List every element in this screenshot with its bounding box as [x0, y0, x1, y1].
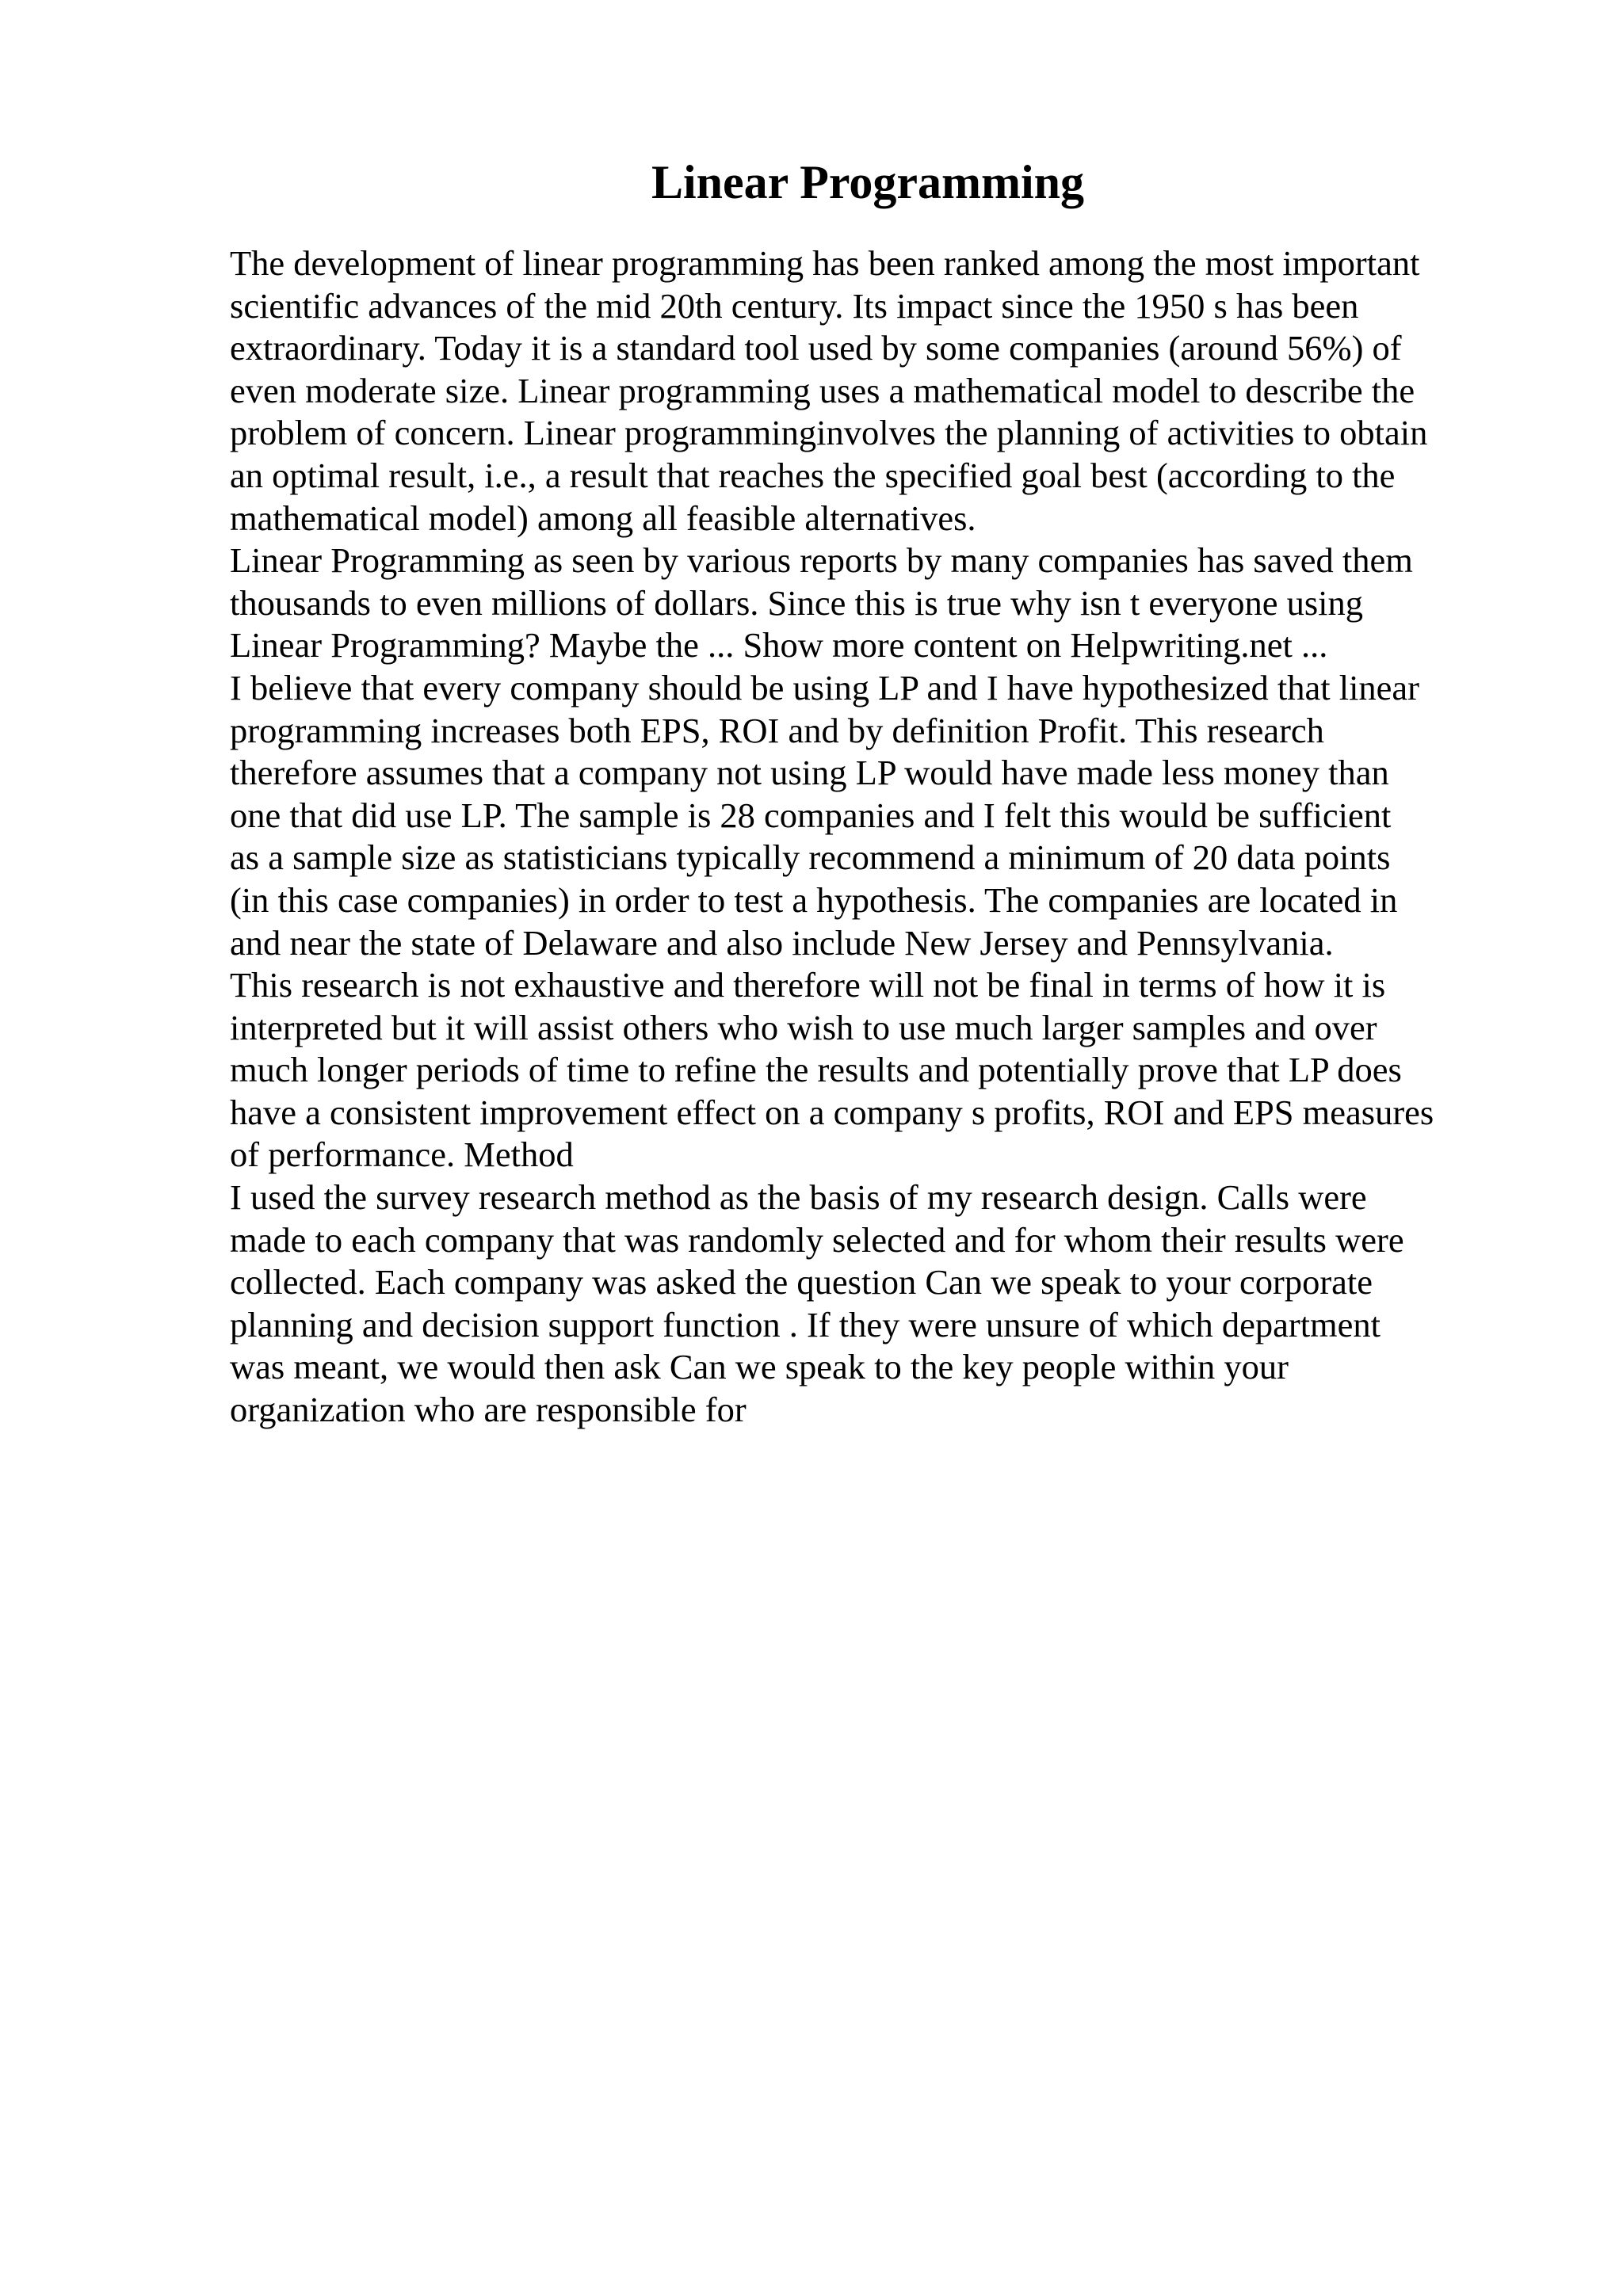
text-line: was meant, we would then ask Can we speak to the key people within your — [230, 1347, 1289, 1387]
text-line: I believe that every company should be using LP and I have hypothesized that linear — [230, 667, 1420, 707]
text-line: much longer periods of time to refine the results and potentially prove that LP does — [230, 1050, 1402, 1090]
text-line: organization who are responsible for — [230, 1390, 747, 1430]
text-line: therefore assumes that a company not using LP would have made less money than — [230, 753, 1389, 793]
text-line: thousands to even millions of dollars. Since this is true why isn t everyone using — [230, 582, 1364, 623]
text-line: This research is not exhaustive and therefore will not be final in terms of how it is — [230, 965, 1386, 1005]
paragraph-introduction — [230, 242, 1514, 540]
text-line: (in this case companies) in order to test a hypothesis. The companies are located in — [230, 879, 1398, 920]
text-line: extraordinary. Today it is a standard tool used by some companies (around 56%) of — [230, 328, 1402, 368]
paragraph-limitations — [230, 964, 1514, 1177]
text-line: made to each company that was randomly selected and for whom their results were — [230, 1219, 1404, 1260]
text-line: scientific advances of the mid 20th century. Its impact since the 1950 s has been — [230, 285, 1359, 326]
paragraph-hypothesis — [230, 667, 1514, 964]
text-line: an optimal result, i.e., a result that reaches the specified goal best (according to the — [230, 455, 1396, 495]
document-body — [230, 242, 1514, 1432]
text-line: have a consistent improvement effect on a company s profits, ROI and EPS measures — [230, 1092, 1434, 1132]
text-line: one that did use LP. The sample is 28 companies and I felt this would be sufficient — [230, 795, 1392, 835]
text-line: mathematical model) among all feasible alternatives. — [230, 498, 976, 538]
text-line: programming increases both EPS, ROI and by definition Profit. This research — [230, 710, 1324, 750]
paragraph-savings — [230, 540, 1514, 667]
document-title: Linear Programming — [651, 156, 1085, 208]
text-line: even moderate size. Linear programming uses a mathematical model to describe the — [230, 370, 1415, 410]
text-line: interpreted but it will assist others who wish to use much larger samples and over — [230, 1007, 1377, 1047]
text-line: of performance. Method — [230, 1135, 574, 1175]
text-line: problem of concern. Linear programminginvolves the planning of activities to obtain — [230, 413, 1428, 453]
text-line: Linear Programming as seen by various reports by many companies has saved them — [230, 540, 1413, 581]
text-line: and near the state of Delaware and also include New Jersey and Pennsylvania. — [230, 922, 1334, 963]
text-line: The development of linear programming has been ranked among the most important — [230, 243, 1420, 283]
paragraph-method — [230, 1177, 1514, 1432]
text-line: planning and decision support function . If they were unsure of which department — [230, 1304, 1381, 1344]
text-line: as a sample size as statisticians typically recommend a minimum of 20 data points — [230, 837, 1391, 878]
text-line: collected. Each company was asked the question Can we speak to your corporate — [230, 1262, 1373, 1302]
text-line: Linear Programming? Maybe the ... Show more content on Helpwriting.net ... — [230, 625, 1328, 666]
text-line: I used the survey research method as the basis of my research design. Calls were — [230, 1177, 1367, 1218]
